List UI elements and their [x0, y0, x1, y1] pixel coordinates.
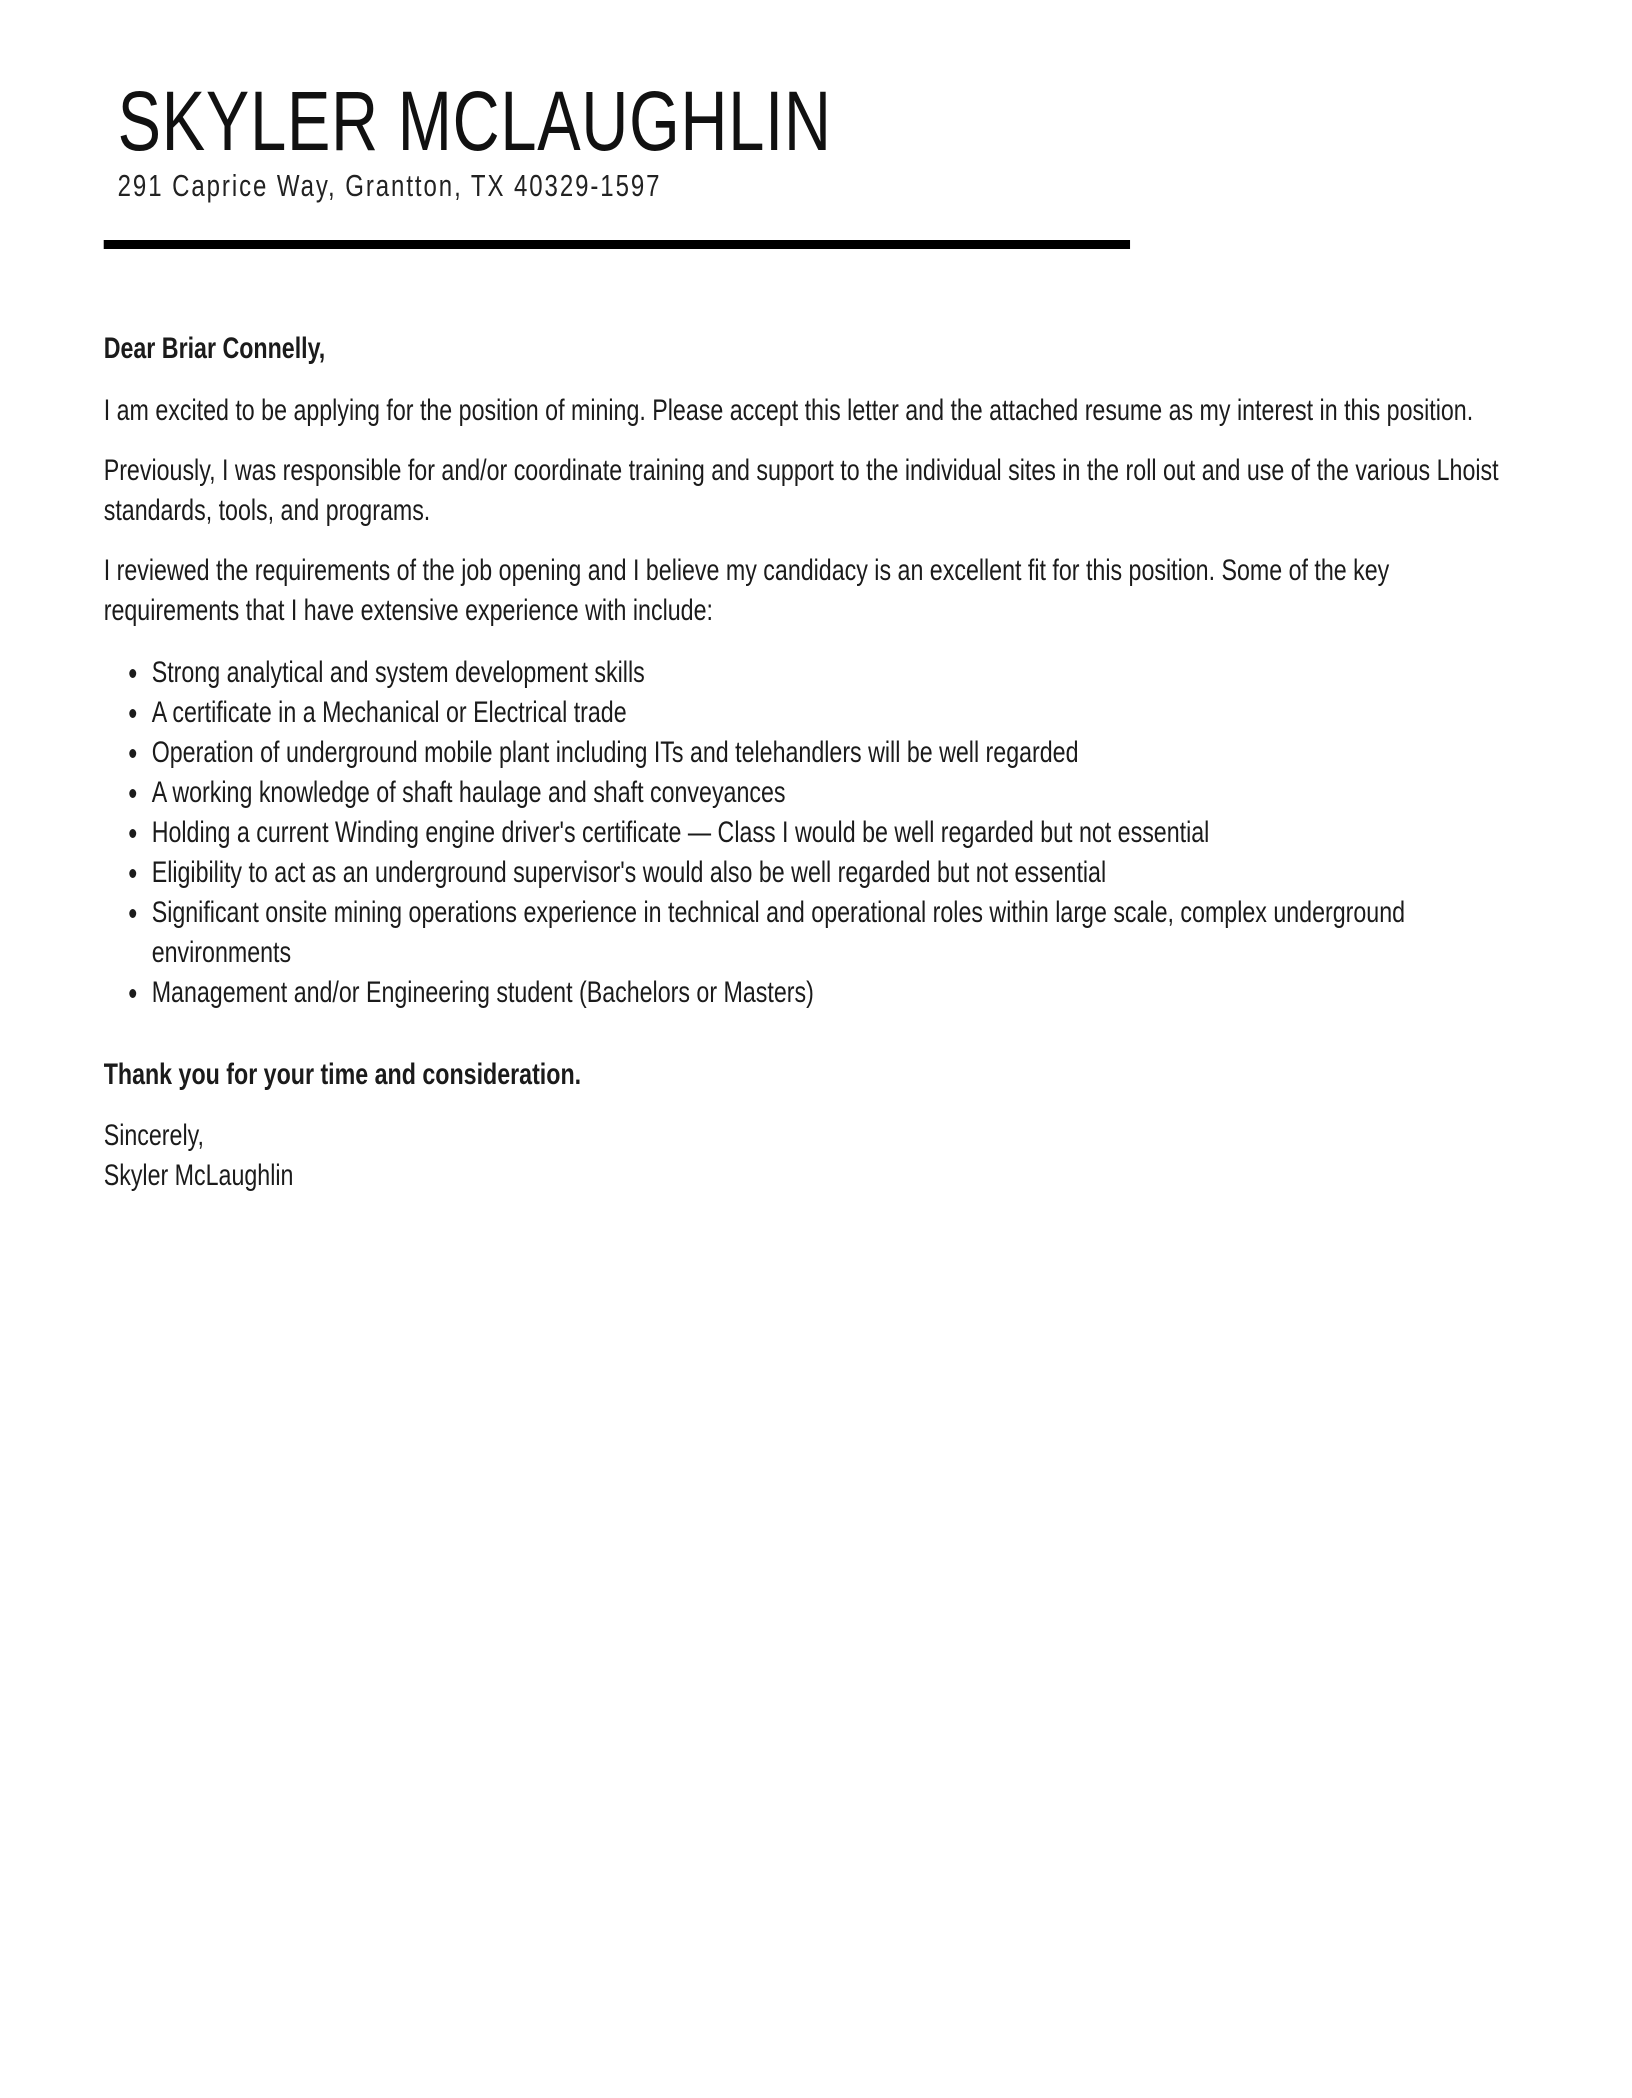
list-item: A working knowledge of shaft haulage and shaft conveyances — [104, 773, 1421, 813]
sender-name: SKYLER MCLAUGHLIN — [117, 74, 832, 168]
sender-address: 291 Caprice Way, Grantton, TX 40329-1597 — [117, 168, 662, 203]
list-item: Significant onsite mining operations experience in technical and operational roles within large scale, complex underground environments — [104, 893, 1421, 973]
list-item: Holding a current Winding engine driver's certificate — Class I would be well regarded but not essential — [104, 813, 1421, 853]
list-item: Strong analytical and system development skills — [104, 653, 1421, 693]
letter-body — [104, 329, 1530, 1196]
list-item: Management and/or Engineering student (Bachelors or Masters) — [104, 973, 1421, 1013]
greeting: Dear Briar Connelly, — [103, 332, 326, 365]
list-item: Operation of underground mobile plant including ITs and telehandlers will be well regarded — [104, 733, 1421, 773]
closing-salutation: Sincerely, — [103, 1119, 204, 1152]
requirements-list — [104, 653, 1530, 1013]
header-divider — [104, 240, 1130, 249]
list-item: Eligibility to act as an underground supervisor's would also be well regarded but not essential — [104, 853, 1421, 893]
thank-you-line: Thank you for your time and consideration. — [103, 1058, 582, 1091]
header-text-block — [104, 76, 1530, 206]
letter-header — [104, 76, 1530, 249]
requirements-intro-paragraph: I reviewed the requirements of the job opening and I believe my candidacy is an excellent fit for this position. Some of the key requirements that I have extensive experience with include: — [103, 554, 1390, 627]
signature-name: Skyler McLaughlin — [103, 1159, 294, 1192]
intro-paragraph: I am excited to be applying for the position of mining. Please accept this letter and the attached resume as my interest in this position. — [103, 394, 1474, 427]
experience-paragraph: Previously, I was responsible for and/or coordinate training and support to the individual sites in the roll out and use of the various Lhoist standards, tools, and programs. — [103, 454, 1499, 527]
list-item: A certificate in a Mechanical or Electrical trade — [104, 693, 1421, 733]
